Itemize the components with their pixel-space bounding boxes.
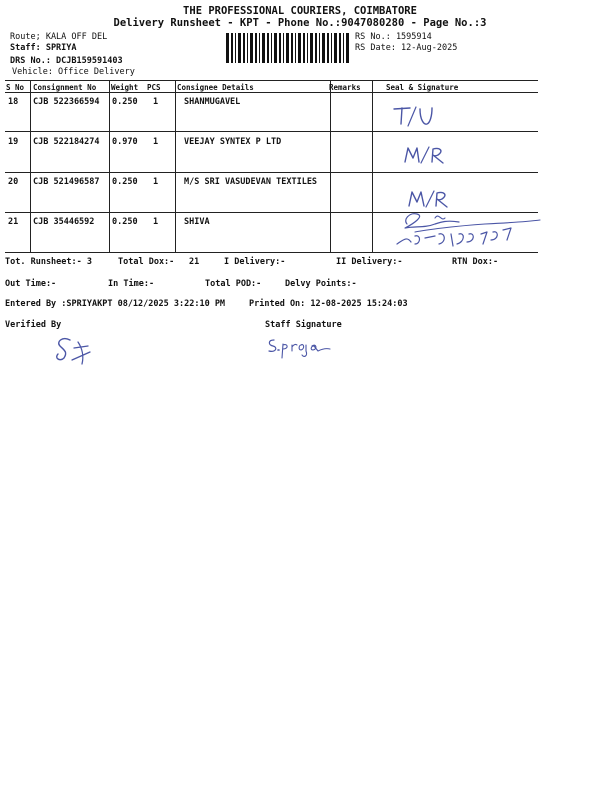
row-pcs: 1	[153, 97, 159, 107]
barcode-bar	[334, 33, 337, 63]
row-sno: 20	[8, 177, 19, 187]
row-weight: 0.970	[112, 137, 138, 147]
col-header-consignment: Consignment No	[33, 83, 97, 92]
col-header-remarks: Remarks	[329, 83, 361, 92]
row-pcs: 1	[153, 137, 159, 147]
row-consignment: CJB 522184274	[33, 137, 100, 147]
barcode-bar	[339, 33, 341, 63]
barcode-bar	[250, 33, 253, 63]
barcode-bar	[238, 33, 241, 63]
barcode-bar	[283, 33, 284, 63]
barcode-bar	[331, 33, 332, 63]
barcode-bar	[310, 33, 313, 63]
vehicle-label: Vehicle: Office Delivery	[12, 67, 135, 77]
staff-signature-label: Staff Signature	[265, 320, 342, 330]
staff-label: Staff: SPRIYA	[10, 43, 77, 53]
barcode-bar	[262, 33, 265, 63]
handwritten-signature-shiva	[395, 206, 545, 254]
barcode-bar	[247, 33, 248, 63]
row-consignment: CJB 522366594	[33, 97, 100, 107]
out-time: Out Time:-	[5, 279, 57, 289]
barcode-bar	[231, 33, 233, 63]
rs-number: RS No.: 1595914	[355, 32, 432, 42]
barcode-bar	[274, 33, 277, 63]
drs-label: DRS No.: DCJB159591403	[10, 56, 123, 66]
row-weight: 0.250	[112, 97, 138, 107]
barcode-bar	[315, 33, 317, 63]
col-header-sno: S No	[6, 83, 25, 92]
col-header-pcs: PCS	[147, 83, 161, 92]
ii-delivery: II Delivery:-	[336, 257, 403, 267]
barcode-bar	[235, 33, 236, 63]
in-time: In Time:-	[108, 279, 155, 289]
entered-by: Entered By :SPRIYAKPT 08/12/2025 3:22:10 PM	[5, 299, 226, 309]
barcode-bar	[243, 33, 245, 63]
company-title: THE PROFESSIONAL COURIERS, COIMBATORE	[183, 5, 417, 17]
barcode-bar	[286, 33, 289, 63]
row-consignee: SHANMUGAVEL	[184, 97, 241, 107]
handwritten-seal-mr	[402, 144, 452, 166]
row-consignee: SHIVA	[184, 217, 210, 227]
barcode-bar	[291, 33, 293, 63]
row-weight: 0.250	[112, 217, 138, 227]
row-consignment: CJB 521496587	[33, 177, 100, 187]
tot-runsheet: Tot. Runsheet:- 3	[5, 257, 92, 267]
barcode-bar	[322, 33, 325, 63]
row-pcs: 1	[153, 217, 159, 227]
barcode	[226, 33, 352, 63]
barcode-bar	[327, 33, 329, 63]
rtn-dox: RTN Dox:-	[452, 257, 499, 267]
barcode-bar	[279, 33, 281, 63]
barcode-bar	[295, 33, 296, 63]
barcode-bar	[226, 33, 229, 63]
total-dox-value: 21	[189, 257, 200, 267]
barcode-bar	[343, 33, 344, 63]
barcode-bar	[259, 33, 260, 63]
barcode-bar	[319, 33, 320, 63]
row-consignment: CJB 35446592	[33, 217, 95, 227]
delvy-points: Delvy Points:-	[285, 279, 357, 289]
staff-signature	[266, 336, 336, 360]
barcode-bar	[307, 33, 308, 63]
printed-on: Printed On: 12-08-2025 15:24:03	[249, 299, 408, 309]
barcode-bar	[346, 33, 349, 63]
row-pcs: 1	[153, 177, 159, 187]
total-pod: Total POD:-	[205, 279, 262, 289]
barcode-bar	[298, 33, 301, 63]
row-consignee: M/S SRI VASUDEVAN TEXTILES	[184, 177, 318, 187]
barcode-bar	[267, 33, 269, 63]
col-header-seal: Seal & Signature	[386, 83, 459, 92]
total-dox-label: Total Dox:-	[118, 257, 175, 267]
i-delivery: I Delivery:-	[224, 257, 286, 267]
col-header-consignee: Consignee Details	[177, 83, 254, 92]
handwritten-seal-tu	[392, 104, 442, 130]
route-label: Route; KALA OFF DEL	[10, 32, 108, 42]
verified-by-label: Verified By	[5, 320, 62, 330]
barcode-bar	[255, 33, 257, 63]
col-header-weight: Weight	[111, 83, 139, 92]
row-sno: 21	[8, 217, 19, 227]
runsheet-subtitle: Delivery Runsheet - KPT - Phone No.:9047080280 - Page No.:3	[113, 17, 487, 29]
rs-date: RS Date: 12-Aug-2025	[355, 43, 458, 53]
barcode-bar	[271, 33, 272, 63]
row-sno: 18	[8, 97, 19, 107]
verified-by-signature	[52, 334, 98, 366]
row-consignee: VEEJAY SYNTEX P LTD	[184, 137, 282, 147]
barcode-bar	[303, 33, 305, 63]
row-sno: 19	[8, 137, 19, 147]
row-weight: 0.250	[112, 177, 138, 187]
